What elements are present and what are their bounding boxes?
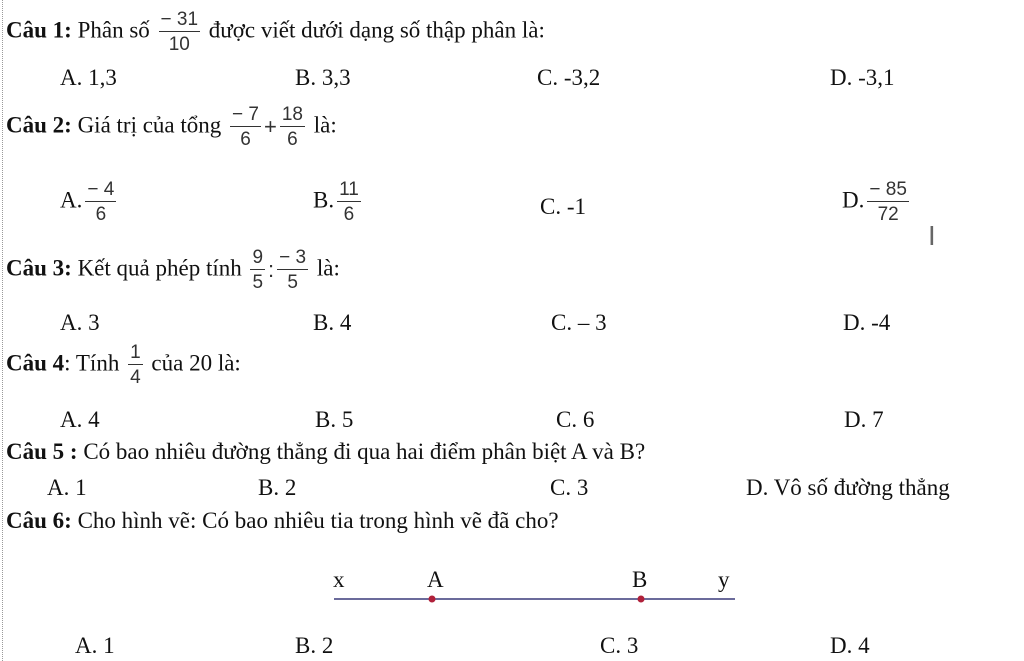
q3-option-a: A. 3: [60, 310, 100, 335]
q1-option-a: A. 1,3: [60, 65, 117, 90]
question-1-text-after: được viết dưới dạng số thập phân là:: [208, 17, 545, 43]
fraction-numerator: − 7: [232, 104, 259, 125]
q1-option-d: D. -3,1: [830, 65, 895, 90]
question-6-text: Cho hình vẽ: Có bao nhiêu tia trong hình vẽ đã cho?: [77, 508, 559, 533]
fraction-denominator: 4: [130, 367, 141, 388]
fraction-denominator: 5: [287, 272, 298, 293]
fraction-numerator: 1: [130, 342, 141, 363]
fraction-numerator: 9: [252, 247, 264, 268]
q6-option-b: B. 2: [295, 633, 334, 658]
q3-option-d: D. -4: [843, 310, 891, 335]
q5-option-d: D. Vô số đường thẳng: [746, 475, 950, 500]
q3-option-b: B. 4: [313, 310, 352, 335]
q6-option-a: A. 1: [75, 633, 115, 658]
q4-option-c: C. 6: [556, 407, 595, 432]
q6-option-c: C. 3: [600, 633, 639, 658]
fraction-denominator: 10: [168, 34, 190, 55]
label-x: x: [333, 567, 345, 592]
text-cursor-icon: I: [928, 222, 936, 252]
fraction-denominator: 6: [95, 204, 107, 225]
label-b: B: [632, 567, 648, 592]
q4-option-d: D. 7: [844, 407, 884, 432]
question-2-label: Câu 2:: [6, 112, 72, 138]
fraction-numerator: − 31: [160, 9, 199, 30]
q5-option-c: C. 3: [550, 475, 589, 500]
option-letter: D.: [842, 187, 865, 213]
q4-option-a: A. 4: [60, 407, 100, 432]
q6-option-d: D. 4: [830, 633, 870, 658]
q1-option-c: C. -3,2: [537, 65, 601, 90]
q4-option-b: B. 5: [315, 407, 354, 432]
fraction-numerator: − 85: [869, 179, 907, 200]
point-b: [638, 596, 645, 603]
question-5-text: Có bao nhiêu đường thẳng đi qua hai điểm phân biệt A và B?: [83, 439, 646, 464]
question-4-text-after: của 20 là:: [151, 350, 241, 376]
point-a: [429, 596, 436, 603]
q5-option-a: A. 1: [47, 475, 87, 500]
question-5-label: Câu 5 :: [6, 439, 78, 464]
divide-operator: :: [268, 257, 275, 282]
fraction-denominator: 6: [287, 129, 298, 150]
question-6-label: Câu 6:: [6, 508, 72, 533]
question-3-text-before: Kết quả phép tính: [77, 255, 242, 281]
question-2-text-before: Giá trị của tổng: [77, 112, 222, 138]
question-4-text-before: : Tính: [64, 350, 120, 376]
fraction-denominator: 6: [343, 204, 355, 225]
fraction-numerator: 18: [281, 104, 303, 125]
question-2-text-after: là:: [313, 112, 337, 138]
q1-option-b: B. 3,3: [295, 65, 351, 90]
question-4-label: Câu 4: [6, 350, 65, 376]
option-letter: A.: [60, 187, 83, 213]
label-a: A: [427, 567, 444, 592]
fraction-numerator: 11: [339, 179, 359, 200]
q2-option-c: C. -1: [540, 194, 586, 219]
plus-operator: +: [263, 114, 277, 139]
q5-option-b: B. 2: [258, 475, 297, 500]
fraction-denominator: 72: [877, 204, 899, 225]
question-1-label: Câu 1:: [6, 17, 72, 43]
fraction-denominator: 5: [252, 272, 264, 293]
question-3-text-after: là:: [316, 255, 340, 281]
fraction-numerator: − 3: [279, 247, 307, 268]
fraction-denominator: 6: [240, 129, 251, 150]
fraction-numerator: − 4: [87, 179, 115, 200]
question-3-label: Câu 3:: [6, 255, 72, 281]
question-1-text-before: Phân số: [77, 17, 150, 43]
option-letter: B.: [313, 187, 335, 213]
q3-option-c: C. – 3: [551, 310, 607, 335]
label-y: y: [718, 567, 730, 592]
